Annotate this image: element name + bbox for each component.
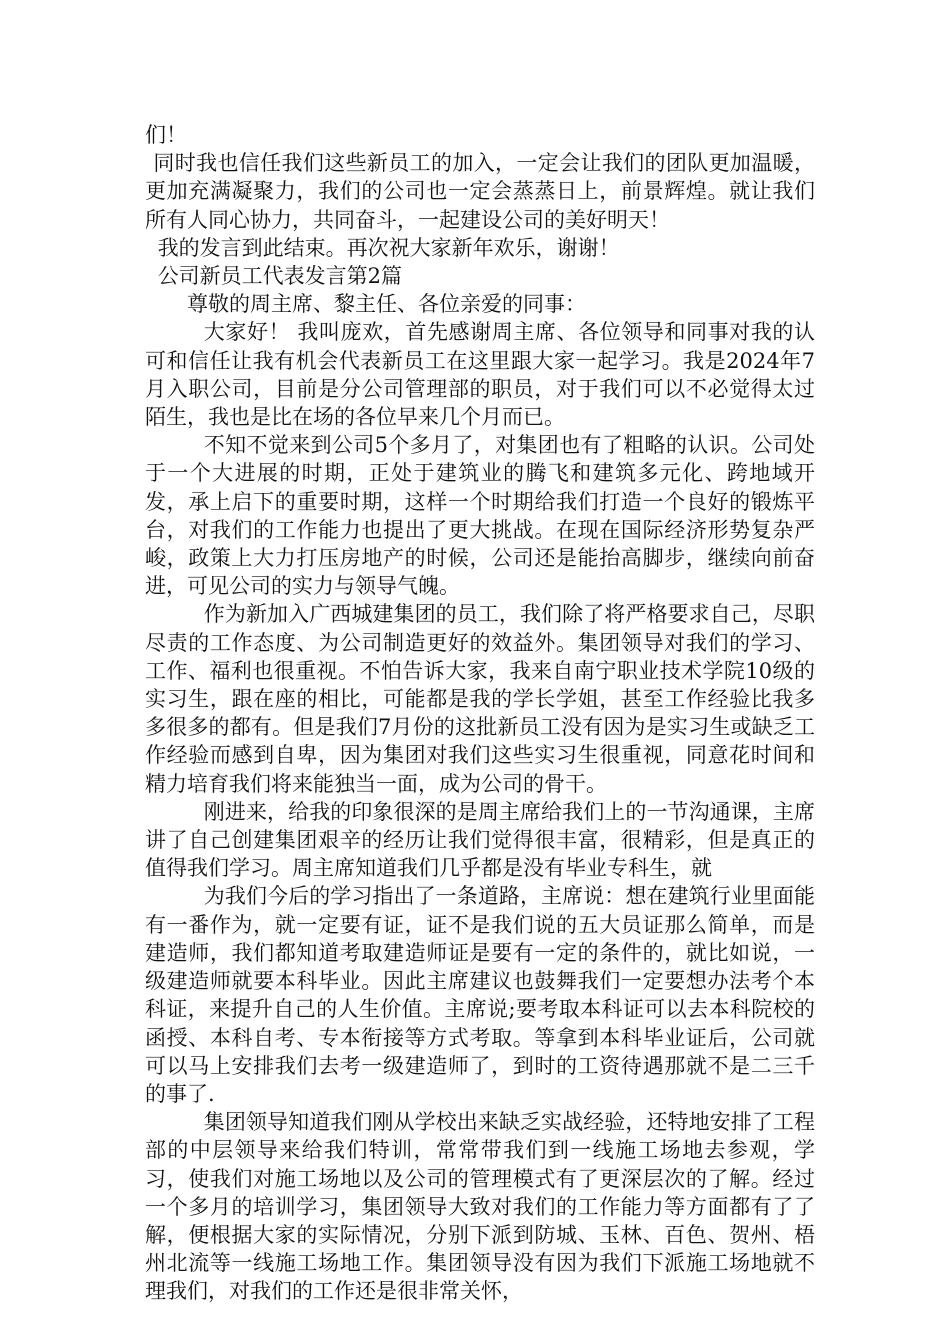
paragraph-speech-end: 我的发言到此结束。再次祝大家新年欢乐，谢谢！ bbox=[157, 235, 620, 260]
paragraph-new-employee: 作为新加入广西城建集团的员工，我们除了将严格要求自己，尽职尽责的工作态度、为公司制造更好的效益外。集团领导对我们的学习、工作、福利也很重视。不怕告诉大家，我来自南宁职业技术学院10级的实习生，跟在座的相比，可能都是我的学长学姐，甚至工作经验比我多多很多的都有。但是我们7月份的这批新员工没有因为是实习生或缺乏工作经验而感到自卑，因为集团对我们这些实习生很重视，同意花时间和精力培育我们将来能独当一面，成为公司的骨干。 bbox=[145, 602, 815, 796]
section-heading: 公司新员工代表发言第2篇 bbox=[157, 264, 402, 289]
paragraph-salutation: 尊敬的周主席、黎主任、各位亲爱的同事： bbox=[187, 292, 586, 317]
paragraph-closing-fragment: 们！ bbox=[145, 123, 187, 147]
paragraph-training: 集团领导知道我们刚从学校出来缺乏实战经验，还特地安排了工程部的中层领导来给我们特训，常常带我们到一线施工场地去参观，学习，使我们对施工场地以及公司的管理模式有了更深层次的了解。经过一个多月的培训学习，集团领导大致对我们的工作能力等方面都有了了解，便根据大家的实际情况，分别下派到防城、玉林、百色、贺州、梧州北流等一线施工场地工作。集团领导没有因为我们下派施工场地就不理我们，对我们的工作还是很非常关怀， bbox=[145, 1110, 815, 1304]
paragraph-communication-class: 刚进来，给我的印象很深的是周主席给我们上的一节沟通课，主席讲了自己创建集团艰辛的经历让我们觉得很丰富，很精彩，但是真正的值得我们学习。周主席知道我们几乎都是没有毕业专科生，就 bbox=[145, 799, 815, 881]
paragraph-company-knowledge: 不知不觉来到公司5个多月了，对集团也有了粗略的认识。公司处于一个大进展的时期，正处于建筑业的腾飞和建筑多元化、跨地域开发，承上启下的重要时期，这样一个时期给我们打造一个良好的锻炼平台，对我们的工作能力也提出了更大挑战。在现在国际经济形势复杂严峻，政策上大力打压房地产的时候，公司还是能抬高脚步，继续向前奋进，可见公司的实力与领导气魄。 bbox=[145, 433, 815, 599]
paragraph-study-path: 为我们今后的学习指出了一条道路，主席说：想在建筑行业里面能有一番作为，就一定要有证，证不是我们说的五大员证那么简单，而是建造师，我们都知道考取建造师证是要有一定的条件的，就比如说，一级建造师就要本科毕业。因此主席建议也鼓舞我们一定要想办法考个本科证，来提升自己的人生价值。主席说;要考取本科证可以去本科院校的函授、本科自考、专本衔接等方式考取。等拿到本科毕业证后，公司就可以马上安排我们去考一级建造师了，到时的工资待遇那就不是二三千的事了. bbox=[145, 884, 815, 1106]
paragraph-trust-new-staff: 同时我也信任我们这些新员工的加入，一定会让我们的团队更加温暖，更加充满凝聚力，我们的公司也一定会蒸蒸日上，前景辉煌。就让我们所有人同心协力，共同奋斗，一起建设公司的美好明天！ bbox=[145, 151, 815, 232]
paragraph-greeting: 大家好！ 我叫庞欢，首先感谢周主席、各位领导和同事对我的认可和信任让我有机会代表新员工在这里跟大家一起学习。我是2024年7月入职公司，目前是分公司管理部的职员，对于我们可以不必觉得太过陌生，我也是比在场的各位早来几个月而已。 bbox=[145, 320, 815, 430]
document-body bbox=[145, 121, 815, 1306]
